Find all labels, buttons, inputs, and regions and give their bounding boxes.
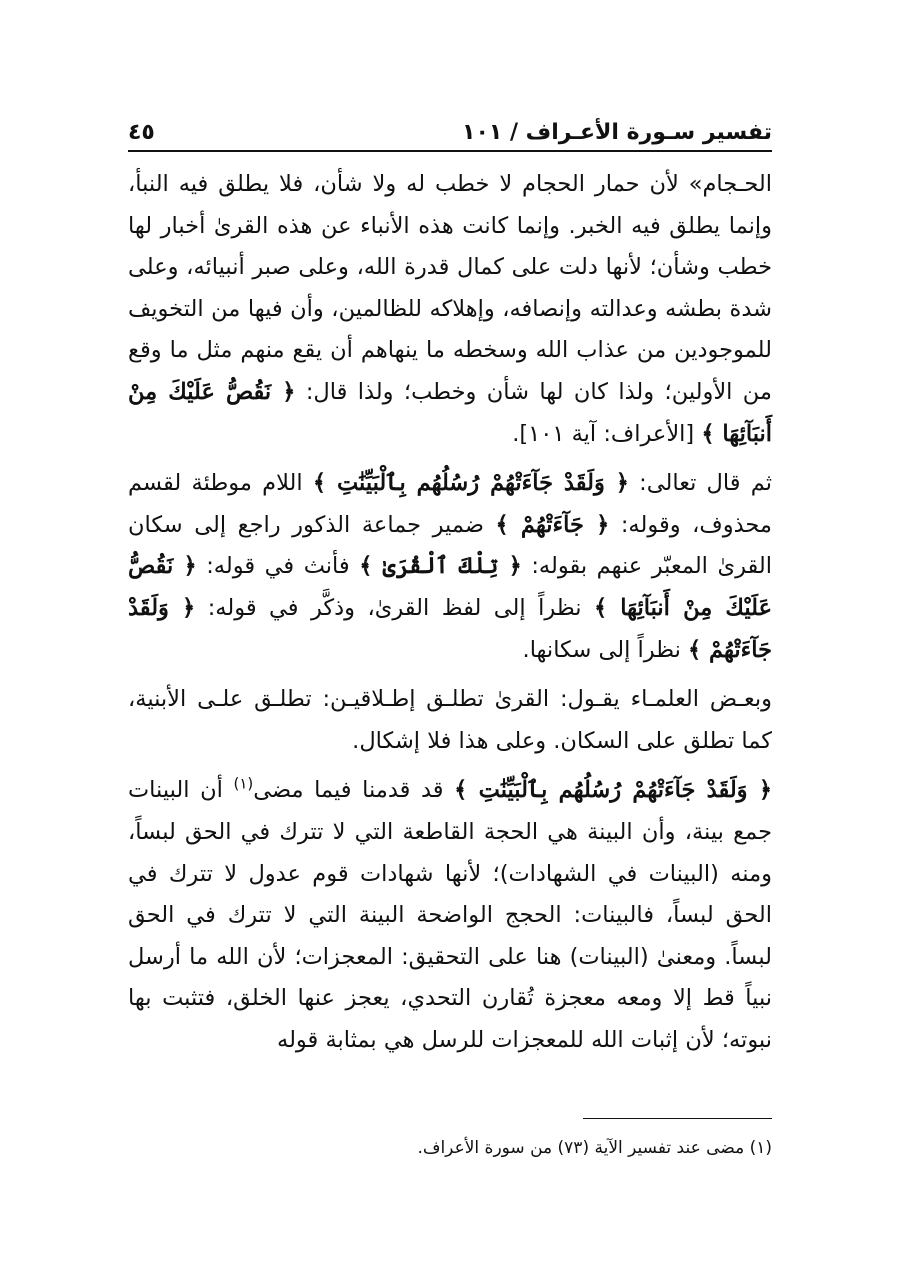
header-rule — [128, 150, 772, 152]
footnote-rule — [583, 1118, 772, 1119]
quran-verse: ﴿ وَلَقَدْ جَآءَتْهُمْ ﴾ — [128, 594, 772, 663]
paragraph-text: أن البينات جمع بينة، وأن البينة هي الحجة القاطعة التي لا تترك في الحق لبساً، ومنه (البينات في الشهادات)؛ لأنها شهادات قوم عدول لا تترك في الحق لبساً، فالبينات: الحجج الواضحة البينة التي لا تترك في الحق لبساً. ومعنىٰ (البينات) هنا على التحقيق: المعجزات؛ لأن الله ما أرسل نبياً قط إلا ومعه معجزة تُقارن التحدي، يعجز عنها الخلق، فتثبت بها نبوته؛ لأن إثبات الله للمعجزات للرسل هي بمثابة قوله — [128, 777, 772, 1053]
quran-verse: ﴿ وَلَقَدْ جَآءَتْهُمْ رُسُلُهُم بِٱلْبَيِّنَٰتِ ﴾ — [454, 777, 772, 804]
body-text — [128, 164, 772, 1069]
paragraph-text: اللام موطئة لقسم محذوف، وقوله: — [128, 470, 772, 538]
quran-verse: ﴿ جَآءَتْهُمْ ﴾ — [495, 511, 610, 538]
paragraph-text: ضمير جماعة الذكور راجع إلى سكان القرىٰ المعبّر عنهم بقوله: — [128, 511, 772, 580]
paragraph-text: نظراً إلى سكانها. — [522, 636, 689, 663]
header-title: تفسير سـورة الأعـراف / ١٠١ — [462, 119, 772, 145]
paragraph-text: الحـجام» لأن حمار الحجام لا خطب له ولا شأن، فلا يطلق فيه النبأ، وإنما يطلق فيه الخبر. وإنما كانت هذه الأنباء عن هذه القرىٰ أخبار لها خطب وشأن؛ لأنها دلت على كمال قدرة الله، وعلى صبر أنبيائه، وعلى شدة بطشه وعدالته وإنصافه، وإهلاكه للظالمين، وأن فيها من التخويف للموجودين من عذاب الله وسخطه ما ينهاهم أن يقع منهم مثل ما وقع من الأولين؛ ولذا كان لها شأن وخطب؛ ولذا قال: — [128, 171, 772, 405]
running-header — [128, 112, 772, 152]
paragraph-text: فأنث في قوله: — [196, 553, 360, 580]
paragraph — [128, 679, 772, 762]
paragraph — [128, 463, 772, 671]
footnote: (١) مضى عند تفسير الآية (٧٣) من سورة الأعراف. — [417, 1138, 772, 1158]
paragraph — [128, 164, 772, 455]
quran-verse: ﴿ نَقُصُّ عَلَيْكَ مِنْ أَنبَآئِهَا ﴾ — [128, 378, 772, 447]
paragraph-text: قد قدمنا فيما مضى — [253, 777, 455, 804]
paragraph-text: [الأعراف: آية ١٠١]. — [512, 420, 702, 447]
paragraph-text: نظراً إلى لفظ القرىٰ، وذكَّر في قوله: — [195, 594, 594, 621]
quran-verse: ﴿ نَقُصُّ عَلَيْكَ مِنْ أَنبَآئِهَا ﴾ — [128, 553, 773, 621]
quran-verse: ﴿ تِلْكَ ٱلْقُرَىٰ ﴾ — [359, 553, 522, 580]
page-number: ٤٥ — [128, 119, 155, 145]
paragraph-text: وبعـض العلمـاء يقـول: القرىٰ تطلـق إطـلاقيـن: تطلـق علـى الأبنية، كما تطلق على السكان. وعلى هذا فلا إشكال. — [128, 686, 772, 754]
quran-verse: ﴿ وَلَقَدْ جَآءَتْهُمْ رُسُلُهُم بِٱلْبَيِّنَٰتِ ﴾ — [312, 470, 629, 497]
paragraph — [128, 770, 772, 1061]
paragraph-text: ثم قال تعالى: — [628, 470, 772, 497]
footnote-marker: (١) — [233, 774, 254, 793]
